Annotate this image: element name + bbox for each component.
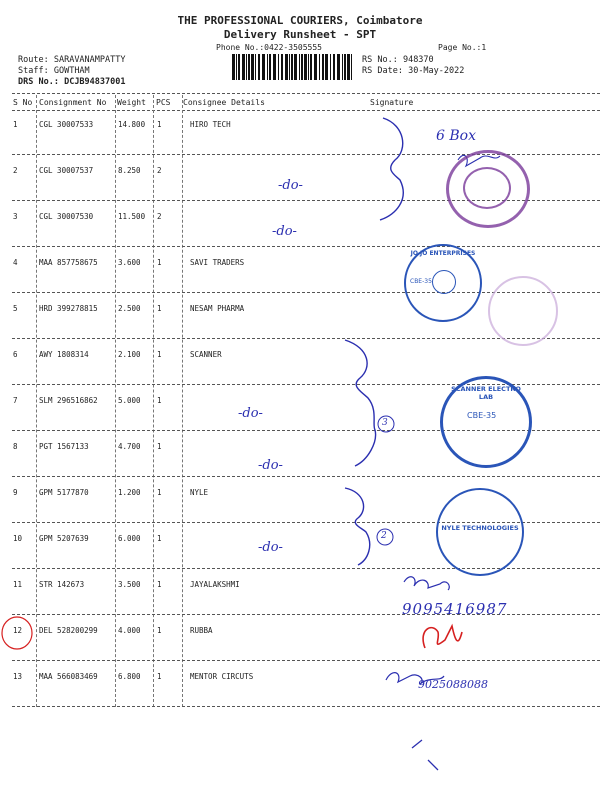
row-consignment-no: DEL 528200299 bbox=[39, 626, 98, 635]
number-2: 2 bbox=[381, 531, 387, 541]
staff-value: GOWTHAM bbox=[53, 66, 90, 76]
drs-value: DCJB94837001 bbox=[64, 77, 126, 87]
company-name: THE PROFESSIONAL COURIERS, Coimbatore bbox=[177, 14, 423, 27]
ditto-row-7: -do- bbox=[238, 406, 263, 421]
scanner-stamp-text: SCANNER ELECTRO LAB bbox=[451, 385, 521, 401]
row-weight: 8.250 bbox=[118, 166, 141, 175]
number-3: 3 bbox=[382, 418, 388, 428]
page-number: Page No.:1 bbox=[438, 43, 487, 52]
row-pcs: 1 bbox=[157, 350, 162, 359]
row-consignee: SAVI TRADERS bbox=[190, 258, 245, 267]
row-pcs: 2 bbox=[157, 212, 162, 221]
row-consignment-no: GPM 5207639 bbox=[39, 534, 89, 543]
row-sno: 5 bbox=[13, 304, 18, 313]
row-consignment-no: HRD 399278815 bbox=[39, 304, 98, 313]
row-sno: 6 bbox=[13, 350, 18, 359]
row-sno: 7 bbox=[13, 396, 18, 405]
row-consignment-no: AWY 1808314 bbox=[39, 350, 89, 359]
ditto-row-8: -do- bbox=[258, 458, 283, 473]
purple-stamp bbox=[446, 150, 530, 228]
row-weight: 1.200 bbox=[118, 488, 141, 497]
row-sno: 8 bbox=[13, 442, 18, 451]
phone-number: Phone No.:0422-3505555 bbox=[216, 43, 322, 52]
row-weight: 5.000 bbox=[118, 396, 141, 405]
initials-row-11 bbox=[404, 577, 449, 590]
row-weight: 4.700 bbox=[118, 442, 141, 451]
row-pcs: 1 bbox=[157, 442, 162, 451]
jojo-stamp-text: JO JO ENTERPRISES bbox=[410, 250, 476, 257]
ditto-row-2: -do- bbox=[278, 178, 303, 193]
col-signature: Signature bbox=[370, 98, 414, 107]
row-weight: 6.800 bbox=[118, 672, 141, 681]
jojo-stamp-code: CBE-35 bbox=[410, 278, 432, 285]
route-value: SARAVANAMPATTY bbox=[53, 55, 126, 65]
box-note: 6 Box bbox=[436, 128, 476, 144]
row-consignee: NESAM PHARMA bbox=[190, 304, 245, 313]
row-consignment-no: MAA 566083469 bbox=[39, 672, 98, 681]
row-weight: 3.600 bbox=[118, 258, 141, 267]
rs-date-value: 30-May-2022 bbox=[408, 66, 465, 76]
rs-no-label: RS No.: bbox=[362, 55, 398, 65]
row-consignee: HIRO TECH bbox=[190, 120, 231, 129]
row-weight: 2.500 bbox=[118, 304, 141, 313]
row-sno: 1 bbox=[13, 120, 18, 129]
row-consignment-no: STR 142673 bbox=[39, 580, 85, 589]
row-pcs: 1 bbox=[157, 672, 162, 681]
row-consignee: NYLE bbox=[190, 488, 209, 497]
nyle-technologies-stamp bbox=[436, 488, 524, 576]
faded-purple-stamp bbox=[488, 276, 558, 346]
col-sno: S No bbox=[13, 98, 33, 107]
row-consignment-no: CGL 30007537 bbox=[39, 166, 94, 175]
row-consignment-no: CGL 30007530 bbox=[39, 212, 94, 221]
row-weight: 3.500 bbox=[118, 580, 141, 589]
row-sno: 10 bbox=[13, 534, 23, 543]
rs-no-value: 948370 bbox=[402, 55, 434, 65]
row-consignment-no: MAA 857758675 bbox=[39, 258, 98, 267]
row-sno: 2 bbox=[13, 166, 18, 175]
drs-label: DRS No.: bbox=[18, 77, 59, 87]
row-consignee: MENTOR CIRCUTS bbox=[190, 672, 254, 681]
row-consignee: SCANNER bbox=[190, 350, 222, 359]
row-pcs: 1 bbox=[157, 626, 162, 635]
row-sno: 12 bbox=[13, 626, 23, 635]
col-weight: Weight bbox=[117, 98, 146, 107]
row-weight: 2.100 bbox=[118, 350, 141, 359]
staff-label: Staff: bbox=[18, 66, 49, 76]
phone-number-handwritten-1: 9095416987 bbox=[402, 600, 508, 618]
red-circle-row-12 bbox=[2, 617, 32, 649]
row-consignment-no: GPM 5177870 bbox=[39, 488, 89, 497]
row-sno: 13 bbox=[13, 672, 23, 681]
row-pcs: 1 bbox=[157, 396, 162, 405]
route-label: Route: bbox=[18, 55, 49, 65]
ditto-row-10: -do- bbox=[258, 540, 283, 555]
ditto-row-3: -do- bbox=[272, 224, 297, 239]
row-consignment-no: CGL 30007533 bbox=[39, 120, 94, 129]
row-consignment-no: SLM 296516862 bbox=[39, 396, 98, 405]
scanner-stamp-code: CBE-35 bbox=[467, 411, 497, 420]
row-consignee: RUBBA bbox=[190, 626, 213, 635]
row-sno: 11 bbox=[13, 580, 23, 589]
rs-date-label: RS Date: bbox=[362, 66, 403, 76]
col-consignment: Consignment No bbox=[39, 98, 107, 107]
nyle-stamp-text: NYLE TECHNOLOGIES bbox=[441, 524, 519, 532]
row-sno: 3 bbox=[13, 212, 18, 221]
row-weight: 6.000 bbox=[118, 534, 141, 543]
row-weight: 11.500 bbox=[118, 212, 146, 221]
col-consignee: Consignee Details bbox=[183, 98, 265, 107]
row-pcs: 1 bbox=[157, 304, 162, 313]
row-pcs: 1 bbox=[157, 488, 162, 497]
row-consignment-no: PGT 1567133 bbox=[39, 442, 89, 451]
row-consignee: JAYALAKSHMI bbox=[190, 580, 240, 589]
row-pcs: 1 bbox=[157, 258, 162, 267]
row-weight: 14.800 bbox=[118, 120, 146, 129]
scanner-electro-lab-stamp bbox=[440, 376, 532, 468]
row-sno: 9 bbox=[13, 488, 18, 497]
row-pcs: 1 bbox=[157, 580, 162, 589]
jojo-enterprises-stamp bbox=[404, 244, 482, 322]
row-pcs: 1 bbox=[157, 534, 162, 543]
runsheet-title: Delivery Runsheet - SPT bbox=[223, 28, 377, 41]
row-pcs: 1 bbox=[157, 120, 162, 129]
bottom-scribble bbox=[412, 740, 438, 770]
signature-brace-1 bbox=[380, 118, 403, 220]
row-weight: 4.000 bbox=[118, 626, 141, 635]
row-sno: 4 bbox=[13, 258, 18, 267]
red-signature bbox=[423, 626, 462, 648]
phone-number-handwritten-2: 9025088088 bbox=[418, 678, 488, 691]
signature-brace-2 bbox=[345, 340, 376, 466]
row-pcs: 2 bbox=[157, 166, 162, 175]
signature-brace-3 bbox=[345, 488, 370, 565]
col-pcs: PCS bbox=[156, 98, 171, 107]
